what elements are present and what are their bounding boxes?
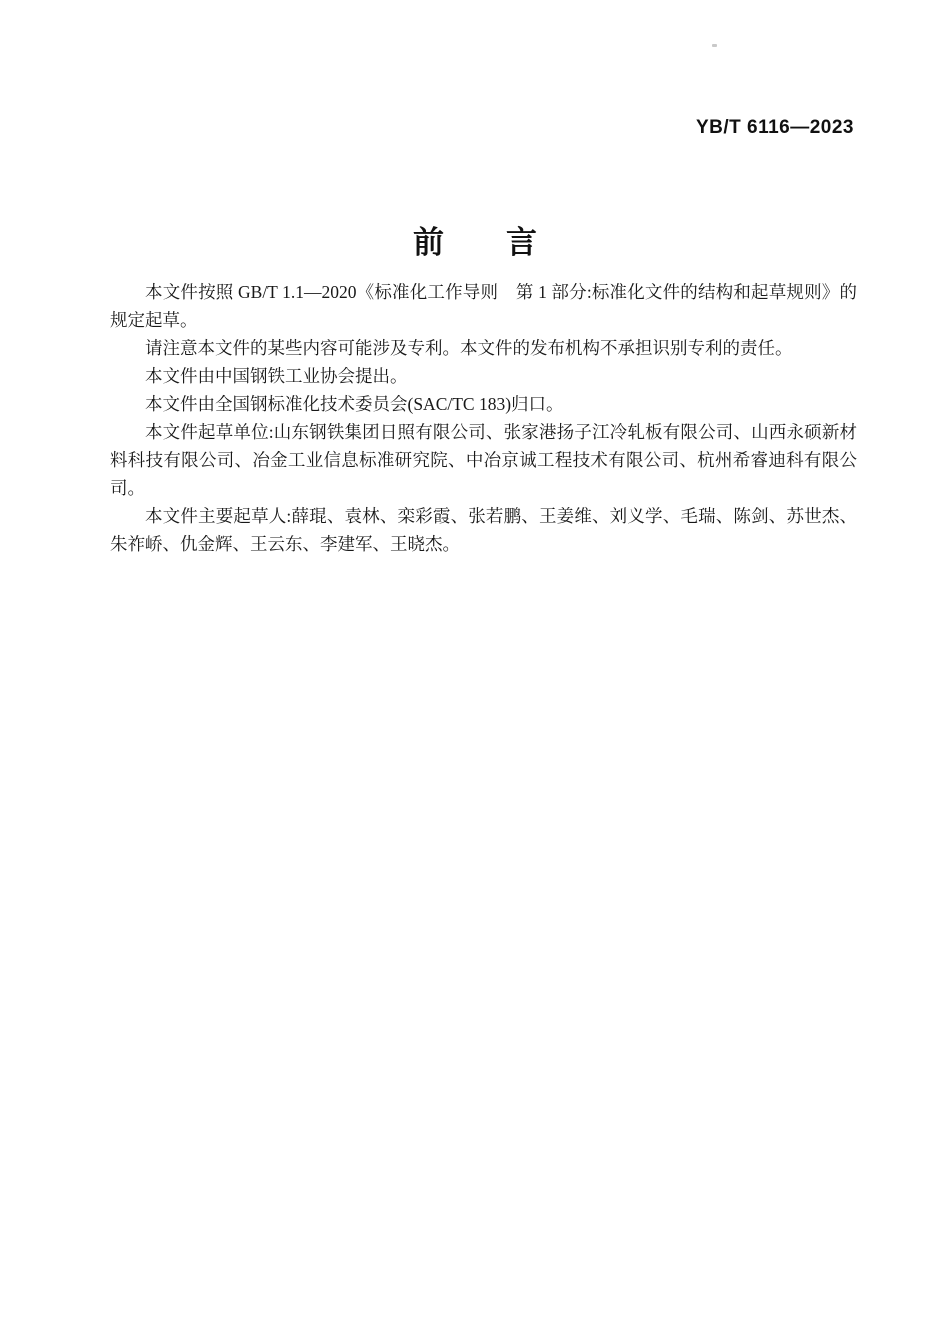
paragraph-main-drafters: 本文件主要起草人:薛琨、袁林、栾彩霞、张若鹏、王姜维、刘义学、毛瑞、陈剑、苏世杰、朱祚峤、仇金辉、王云东、李建军、王晓杰。 [110, 506, 857, 554]
paragraph-drafting-rules: 本文件按照 GB/T 1.1—2020《标准化工作导则 第 1 部分:标准化文件的结构和起草规则》的规定起草。 [110, 282, 857, 330]
scan-artifact-mark [712, 44, 717, 47]
paragraph-centralized-by: 本文件由全国钢标准化技术委员会(SAC/TC 183)归口。 [145, 394, 564, 414]
standard-number: YB/T 6116—2023 [695, 117, 854, 138]
foreword-body [110, 278, 857, 558]
paragraph-proposed-by: 本文件由中国钢铁工业协会提出。 [145, 366, 408, 386]
foreword-title: 前 言 [413, 224, 537, 260]
paragraph-drafting-organizations: 本文件起草单位:山东钢铁集团日照有限公司、张家港扬子江冷轧板有限公司、山西永硕新材料科技有限公司、冶金工业信息标准研究院、中冶京诚工程技术有限公司、杭州希睿迪科有限公司。 [110, 422, 857, 498]
paragraph-patent-notice: 请注意本文件的某些内容可能涉及专利。本文件的发布机构不承担识别专利的责任。 [145, 338, 793, 358]
